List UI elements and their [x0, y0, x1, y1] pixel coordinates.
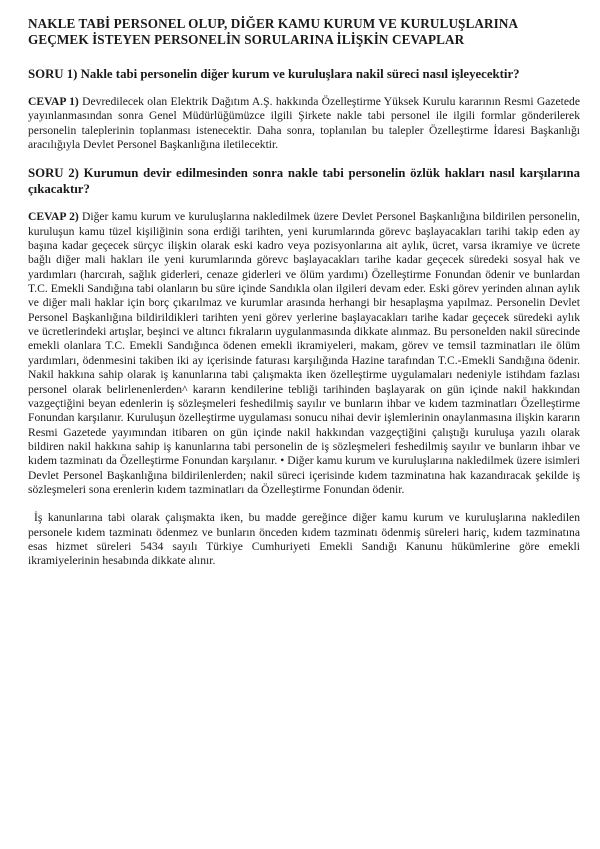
document-title: NAKLE TABİ PERSONEL OLUP, DİĞER KAMU KURUM VE KURULUŞLARINA GEÇMEK İSTEYEN PERSONELİN SORULARINA İLİŞKİN CEVAPLAR [28, 16, 518, 47]
answer-2-paragraph-2: İş kanunlarına tabi olarak çalışmakta iken, bu madde gereğince diğer kamu kurum ve kuruluşlarına nakledilen personele kıdem tazminatı ödenmez ve bunların önceden kıdem tazminatı ödenmiş süreleri hariç, kıdem tazminatına esas hizmet süreleri 5434 sayılı Türkiye Cumhuriyeti Emekli Sandığı Kanunu hükümlerine göre emekli ikramiyelerinin hesabında dikkate alınır. [28, 511, 580, 568]
question-1: SORU 1) Nakle tabi personelin diğer kurum ve kuruluşlara nakil süreci nasıl işleyecektir? [28, 67, 520, 81]
question-2: SORU 2) Kurumun devir edilmesinden sonra nakle tabi personelin özlük hakları nasıl karşılarına çıkacaktır? [28, 166, 580, 197]
answer-1 [28, 95, 580, 152]
answer-2-text: Diğer kamu kurum ve kuruluşlarına nakledilmek üzere Devlet Personel Başkanlığına bildirilen personelin, kuruluşun kamu tüzel kişiliğinin sona erdiği tarihten, yeni kurumlarında görevc başlayacakları tarihi takip eden ay başına kadar geçecek sürçyc ilişkin olarak eski kadro veya pozisyonlarına ait aylık, ücret, varsa ikramiye ve ücrete bağlı diğer mali hakları ile yeni kurumlarında görevc başlayacakları tarihe kadar geçecek süredeki sosyal hak ve yardımları (harcırah, sağlık giderleri, cenaze giderleri ve ölüm yardımı) Özelleştirme Fonundan ödenir ve bunlardan T.C. Emekli Sandığına tabi olanların bu süre içinde Sandıkla olan ilgileri devam eder. Eski görev yerinden alınan aylık ve diğer mali haklar için borç çıkarılmaz ve kurumlar arasında herhangi bir hesaplaşma yapılmaz. Personelin Devlet Personel Başkanlığına bildirildikleri tarihten yeni görev yerlerine başlayacakları tarihe kadar geçecek süredeki aylık ve ücretlerindeki artışlar, beşinci ve altıncı fıkraların uygulanmasında dikkate alınmaz. Bu personelden nakil sürecinde emekli olanlara T.C. Emekli Sandığınca ödenen emekli ikramiyeleri, makam, görev ve temsil tazminatları ile ölüm yardımları, ödenmesini takiben iki ay içerisinde faturası karşılığında Hazine tarafından T.C.-Emekli Sandığına ödenir. Nakil hakkına sahip olarak iş kanunlarına tabi çalışmakta iken özelleştirme uygulamaları nedeniyle istihdam fazlası personel olarak belirlenenlerden^ kararın kendilerine tebliği tarihinden başlayarak on gün içinde nakil hakkından vazgeçtiğini beyan edenlerin iş sözleşmeleri feshedilmiş sayılır ve bunların ihbar ve kıdem tazminatları Özelleştirme Fonundan karşılanır. Kuruluşun özelleştirme uygulaması sonucu nihai devir işlemlerinin onaylanmasına ilişkin kararın Resmi Gazetede yayımından itibaren on gün içinde nakil hakkından vazgeçtiğini çalıştığı kuruluşa yazılı olarak bildiren nakil hakkına sahip iş kanunlarına tabi personelin de iş sözleşmeleri feshedilmiş sayılır ve bunların ihbar ve kıdem tazminatı da Özelleştirme Fonundan karşılanır. • Diğer kamu kurum ve kuruluşlarına nakledilmek üzere isimleri Devlet Personel Başkanlığına bildirilenlerden; nakil süreci içerisinde kıdem tazminatına hak kazandıracak şekilde iş sözleşmeleri sona erenlerin kıdem tazminatları da Özelleştirme Fonundan ödenir. [28, 210, 580, 496]
answer-1-text: Devredilecek olan Elektrik Dağıtım A.Ş. hakkında Özelleştirme Yüksek Kurulu kararının Resmi Gazetede yayınlanmasından sonra Genel Müdürlüğümüzce ilgili Şirkete nakle tabi personel ile ilgili formlar gönderilerek personelin taleplerinin toplanması istenecektir. Daha sonra, toplanılan bu talepler Özelleştirme İdaresi Başkanlığı aracılığıyla Devlet Personel Başkanlığına iletilecektir. [28, 95, 580, 152]
answer-2 [28, 210, 580, 497]
answer-2-label: CEVAP 2) [28, 210, 79, 224]
answer-1-label: CEVAP 1) [28, 95, 79, 108]
